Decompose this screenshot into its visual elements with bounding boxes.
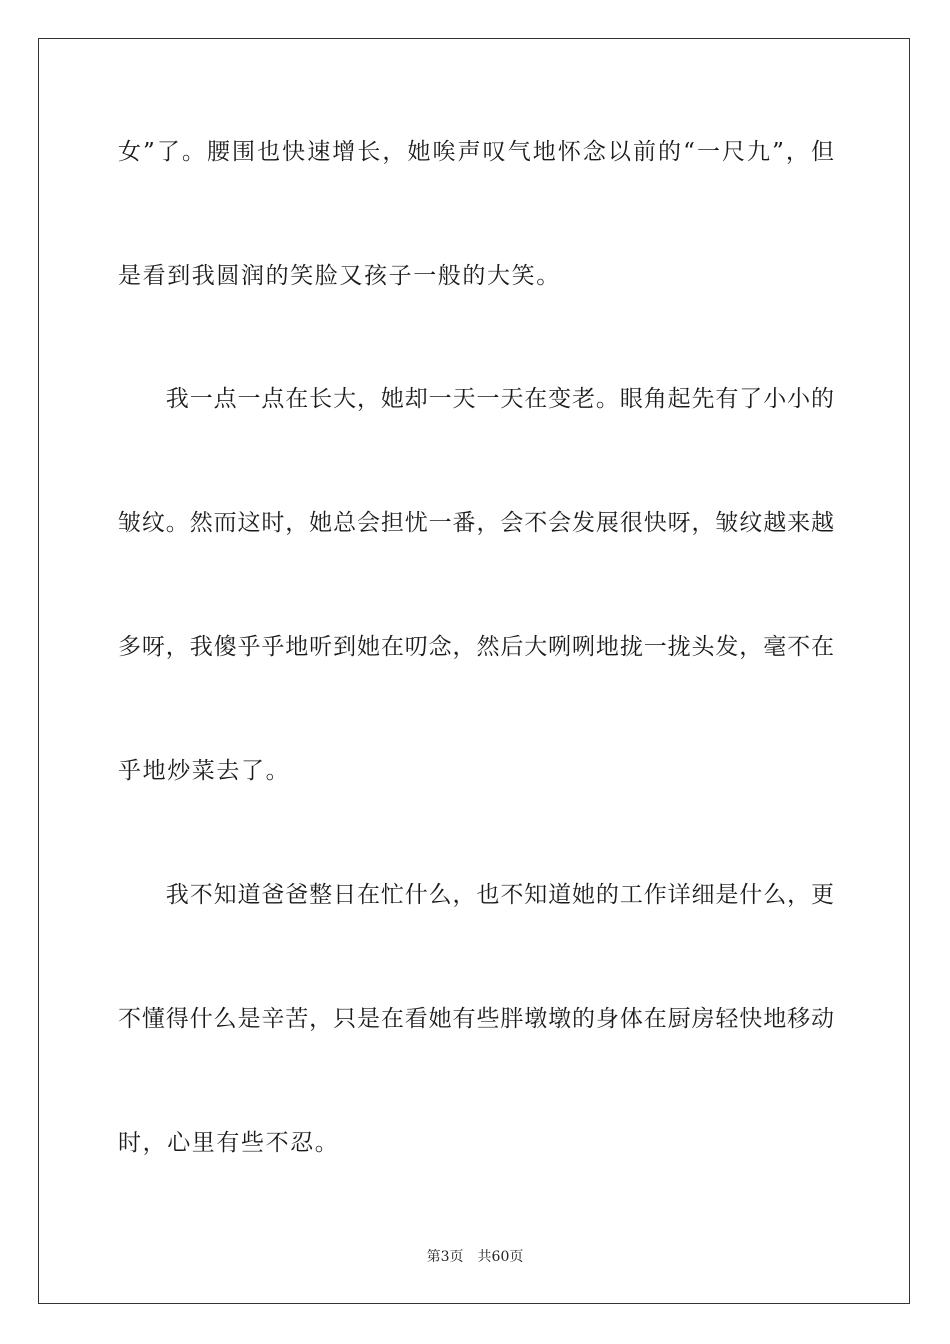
page-total: 共60页 <box>477 1249 524 1265</box>
text-line: 不懂得什么是辛苦，只是在看她有些胖墩墩的身体在厨房轻快地移动 <box>118 1006 834 1032</box>
text-line: 我一点一点在长大，她却一天一天在变老。眼角起先有了小小的 <box>118 386 834 412</box>
text-line: 是看到我圆润的笑脸又孩子一般的大笑。 <box>118 263 561 289</box>
text-line: 时，心里有些不忍。 <box>118 1130 340 1156</box>
page-number: 第3页 <box>426 1249 464 1265</box>
text-line: 乎地炒菜去了。 <box>118 758 291 784</box>
text-line: 女”了。腰围也快速增长，她唉声叹气地怀念以前的“一尺九”，但 <box>118 139 834 165</box>
text-line: 我不知道爸爸整日在忙什么，也不知道她的工作详细是什么，更 <box>118 882 834 908</box>
page-border <box>38 38 910 1304</box>
page-footer <box>0 1247 950 1267</box>
text-line: 皱纹。然而这时，她总会担忧一番，会不会发展很快呀，皱纹越来越 <box>118 510 834 536</box>
text-line: 多呀，我傻乎乎地听到她在叨念，然后大咧咧地拢一拢头发，毫不在 <box>118 634 834 660</box>
